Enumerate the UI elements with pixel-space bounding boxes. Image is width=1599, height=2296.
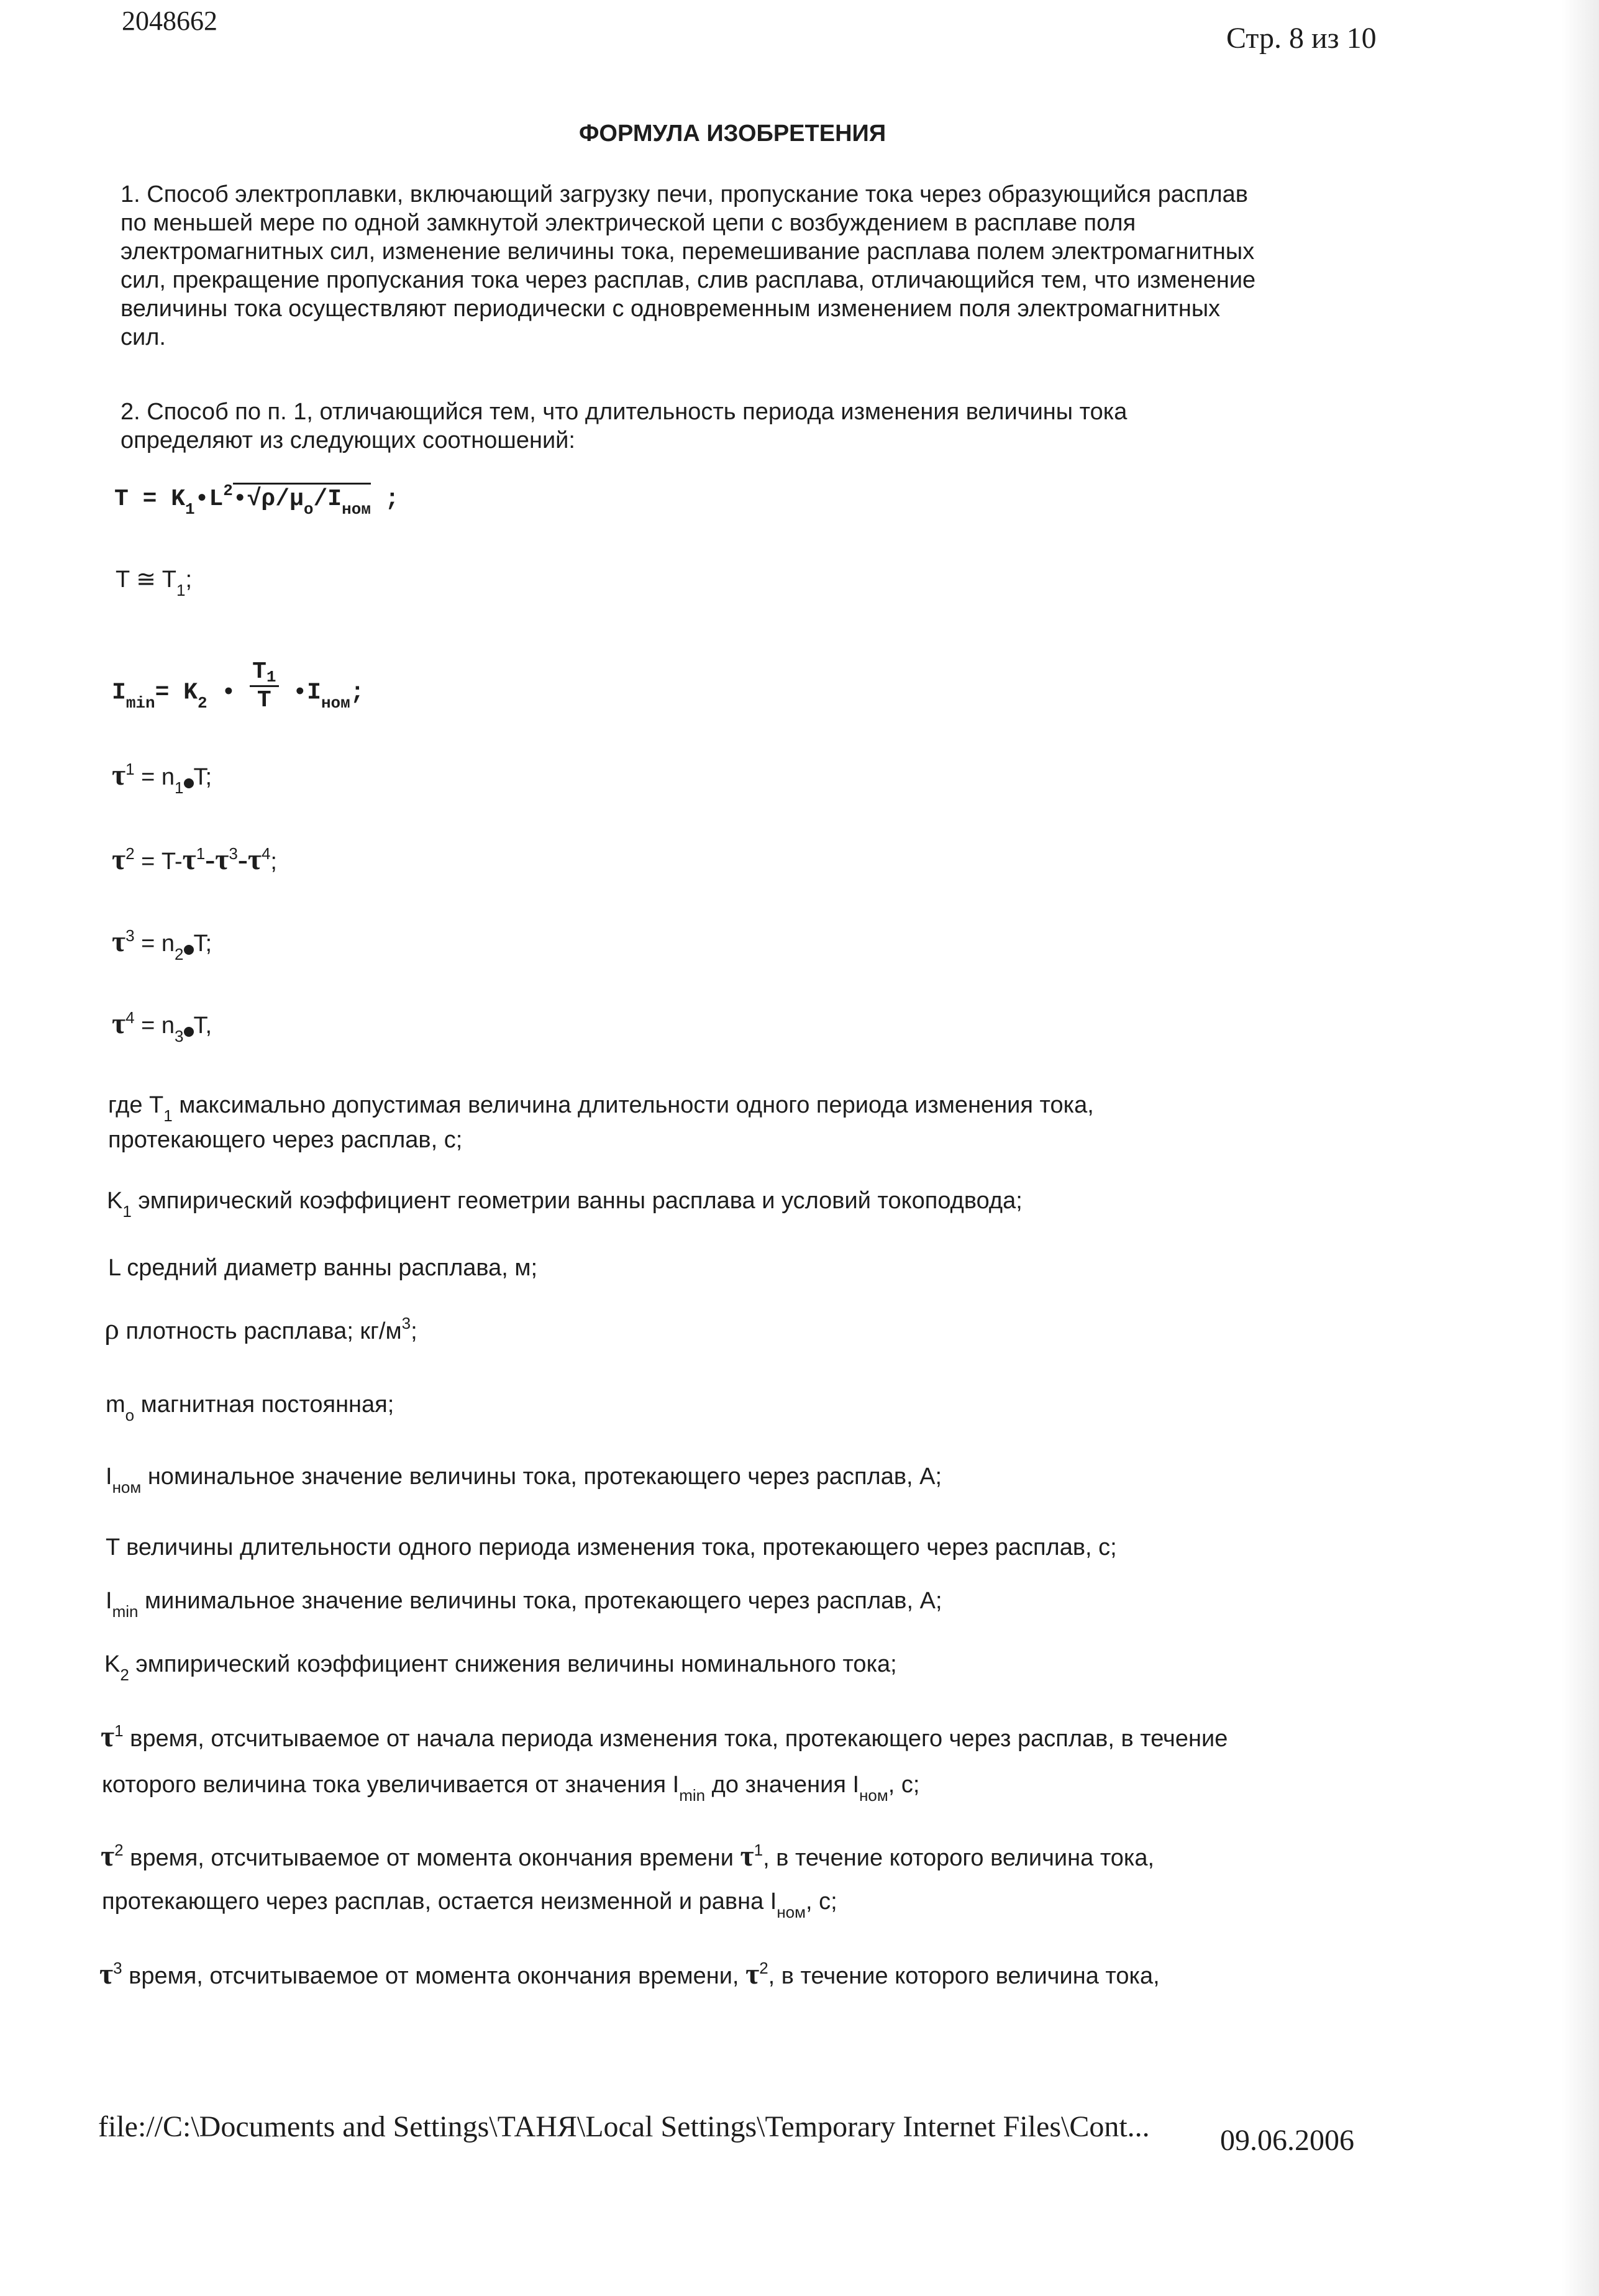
formula-approx: T ≅ $T_1$;	[116, 567, 193, 599]
definition-k1: $K_1$ эмпирический коэффициент геометрии ванны расплава и условий токоподвода;	[107, 1188, 1023, 1221]
document-number: 2048662	[122, 6, 217, 36]
claim-2	[121, 398, 1388, 455]
claim-1-line: сил, прекращение пропускания тока через расплав, слив расплава, отличающийся тем, что изменение	[121, 267, 1256, 293]
formula-period: $T = K_1•L^2•√\rho/\mu_o/I_{ном}$ ;	[114, 481, 399, 519]
claim-1-line: по меньшей мере по одной замкнутой электрической цепи с возбуждением в расплаве поля	[121, 210, 1136, 236]
formula-min-current: $I_{min}= K_2$ • $\frac{T1}{T}$ $•I_{ном}$;	[112, 658, 365, 714]
definition-tau3: $\tau^3$ время, отсчитываемое от момента окончания времени, $\tau^2$, в течение которого величина тока,	[99, 1957, 1160, 1990]
formula-tau4: $\tau^4 = n_3$ T,	[112, 1007, 212, 1046]
claim-2-line: определяют из следующих соотношений:	[121, 427, 575, 453]
claim-1-line: электромагнитных сил, изменение величины тока, перемешивание расплава полем электромагнитных	[121, 239, 1255, 265]
definition-tau1: $\tau^1$ время, отсчитываемое от начала периода изменения тока, протекающего через расплав, в течение	[101, 1720, 1228, 1753]
formula-tau3: $\tau^3 = n_2$ T;	[112, 925, 212, 964]
definition-inom: $I_{ном}$ номинальное значение величины тока, протекающего через расплав, А;	[106, 1464, 942, 1496]
definition-k2: $K_2$ эмпирический коэффициент снижения величины номинального тока;	[104, 1651, 897, 1684]
definition-tau2: $\tau^2$ время, отсчитываемое от момента окончания времени $\tau^1$, в течение которого величина тока,	[101, 1839, 1155, 1872]
bullet-dot	[184, 945, 194, 955]
definition-imin: $I_{min}$ минимальное значение величины тока, протекающего через расплав, А;	[106, 1588, 942, 1621]
claim-1-line: величины тока осуществляют периодически с одновременным изменением поля электромагнитных	[121, 296, 1221, 322]
claim-1-line: сил.	[121, 324, 166, 350]
formula-tau2: $\tau^2 = T-\tau^1-\tau^3-\tau^4$;	[112, 843, 277, 876]
bullet-dot	[184, 1027, 194, 1037]
definition-rho: ρ плотность расплава; $кг/м^3$;	[104, 1313, 417, 1346]
footer-file-path: file://C:\Documents and Settings\ТАНЯ\Local Settings\Temporary Internet Files\Cont...	[98, 2110, 1150, 2143]
claim-2-line: 2. Способ по п. 1, отличающийся тем, что длительность периода изменения величины тока	[121, 399, 1128, 425]
claim-1	[121, 180, 1388, 352]
formula-tau1: $\tau^1 = n_1$ T;	[112, 758, 212, 797]
definition-t: T величины длительности одного периода изменения тока, протекающего через расплав, с;	[106, 1534, 1117, 1560]
definition-tau2-line2: протекающего через расплав, остается неизменной и равна $I_{ном}$, с;	[102, 1888, 837, 1921]
page-indicator: Стр. 8 из 10	[1226, 22, 1377, 55]
definition-tau1-line2: которого величина тока увеличивается от значения $I_{min}$ до значения $I_{ном}$, с;	[102, 1772, 920, 1805]
claim-1-line: 1. Способ электроплавки, включающий загрузку печи, пропускание тока через образующийся расплав	[121, 181, 1248, 207]
bullet-dot	[184, 778, 194, 788]
definition-t1-line2: протекающего через расплав, с;	[108, 1127, 463, 1153]
section-title: ФОРМУЛА ИЗОБРЕТЕНИЯ	[579, 121, 886, 147]
definition-l: L средний диаметр ванны расплава, м;	[108, 1255, 538, 1281]
definition-mu: $m_o$ магнитная постоянная;	[106, 1392, 394, 1424]
footer-date: 09.06.2006	[1220, 2124, 1354, 2157]
definition-t1: где $T_1$ максимально допустимая величина длительности одного периода изменения тока,	[108, 1092, 1094, 1125]
page-edge-shadow	[1562, 0, 1599, 2296]
